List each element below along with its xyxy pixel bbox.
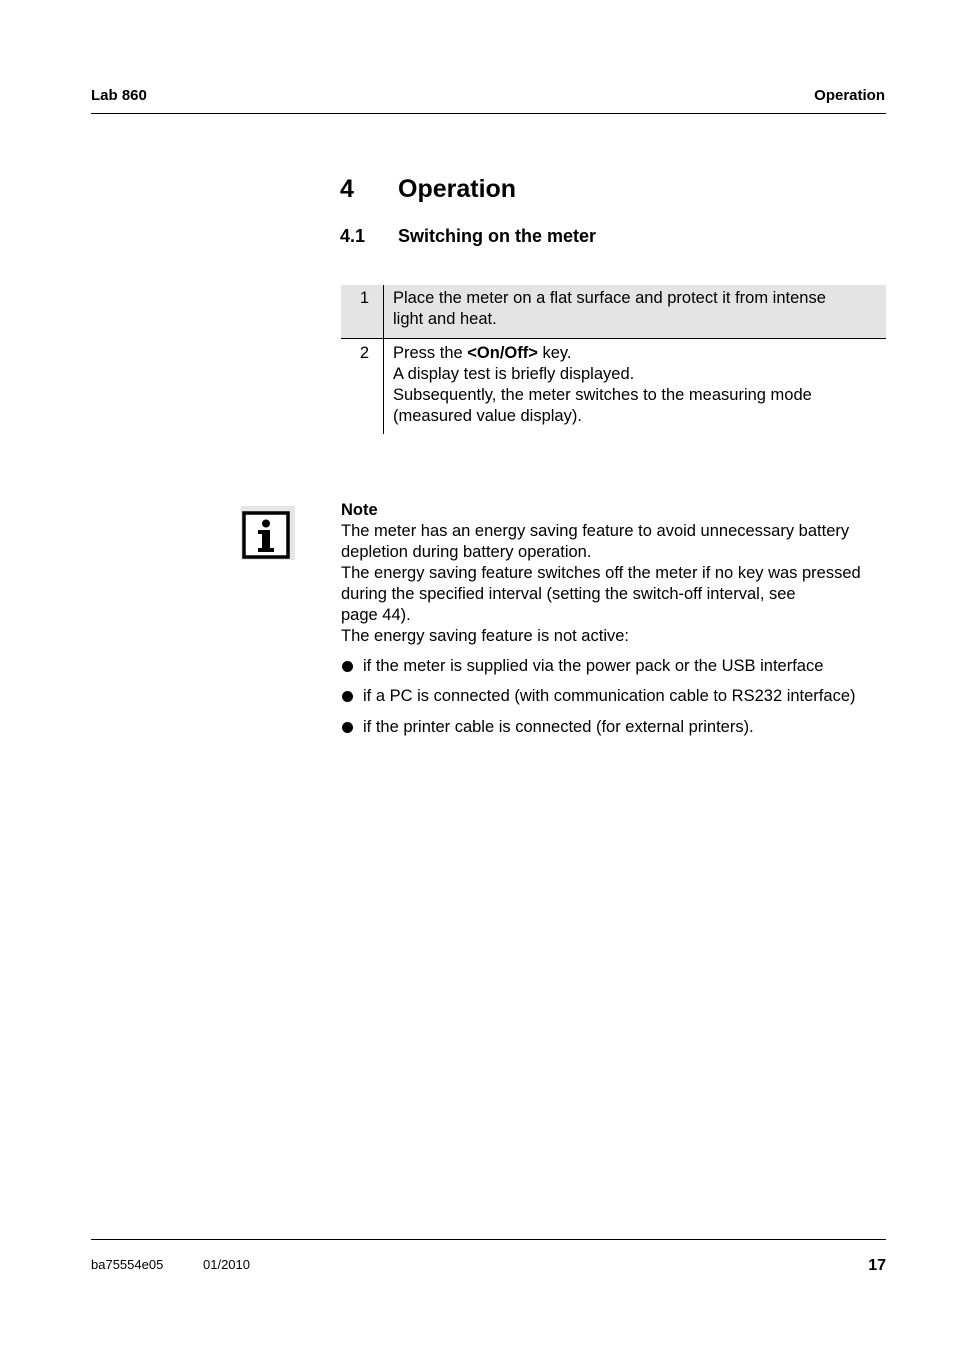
key-label: <On/Off> (467, 344, 538, 362)
step-text-prefix: Press the (393, 344, 468, 362)
footer-date: 01/2010 (203, 1257, 250, 1272)
section-heading (340, 224, 596, 248)
footer-rule (91, 1239, 886, 1240)
step-text-suffix: key. (537, 344, 572, 362)
chapter-number: 4 (340, 175, 354, 203)
step-line (393, 343, 886, 364)
list-item-text: if the printer cable is connected (for external printers). (363, 718, 754, 736)
list-item (341, 717, 886, 738)
note-title: Note (341, 501, 378, 519)
footer-doc-id: ba75554e05 (91, 1257, 164, 1272)
section-title: Switching on the meter (398, 226, 597, 246)
header-product: Lab 860 (91, 87, 147, 104)
list-item-text: if a PC is connected (with communication cable to RS232 interface) (363, 687, 856, 705)
header-rule (91, 113, 886, 114)
step-number: 2 (341, 339, 384, 434)
note-line: The meter has an energy saving feature to avoid unnecessary battery (341, 522, 850, 540)
note-line: The energy saving feature switches off the meter if no key was pressed (341, 564, 861, 582)
bullet-icon (342, 661, 353, 672)
step-row (341, 285, 886, 339)
step-number: 1 (341, 285, 384, 338)
step-row (341, 339, 886, 434)
bullet-icon (342, 722, 353, 733)
bullet-icon (342, 691, 353, 702)
step-text (384, 339, 886, 434)
note-line: page 44). (341, 606, 411, 624)
list-item-text: if the meter is supplied via the power pack or the USB interface (363, 657, 824, 675)
step-line: light and heat. (393, 310, 497, 328)
step-line: Place the meter on a flat surface and protect it from intense (393, 289, 826, 307)
step-line: (measured value display). (393, 407, 582, 425)
note-block (341, 500, 886, 738)
chapter-title: Operation (398, 175, 517, 203)
step-line: Subsequently, the meter switches to the measuring mode (393, 386, 812, 404)
header-chapter: Operation (814, 87, 885, 104)
steps-table (341, 285, 886, 434)
info-icon (241, 506, 295, 560)
note-bullet-list (341, 656, 886, 738)
note-line: during the specified interval (setting the switch-off interval, see (341, 585, 796, 603)
list-item (341, 686, 886, 707)
note-line: depletion during battery operation. (341, 543, 592, 561)
list-item (341, 656, 886, 677)
step-line: A display test is briefly displayed. (393, 365, 635, 383)
step-text (384, 285, 886, 338)
chapter-heading (340, 173, 516, 205)
page-number: 17 (868, 1257, 886, 1274)
note-line: The energy saving feature is not active: (341, 627, 629, 645)
section-number: 4.1 (340, 226, 366, 246)
